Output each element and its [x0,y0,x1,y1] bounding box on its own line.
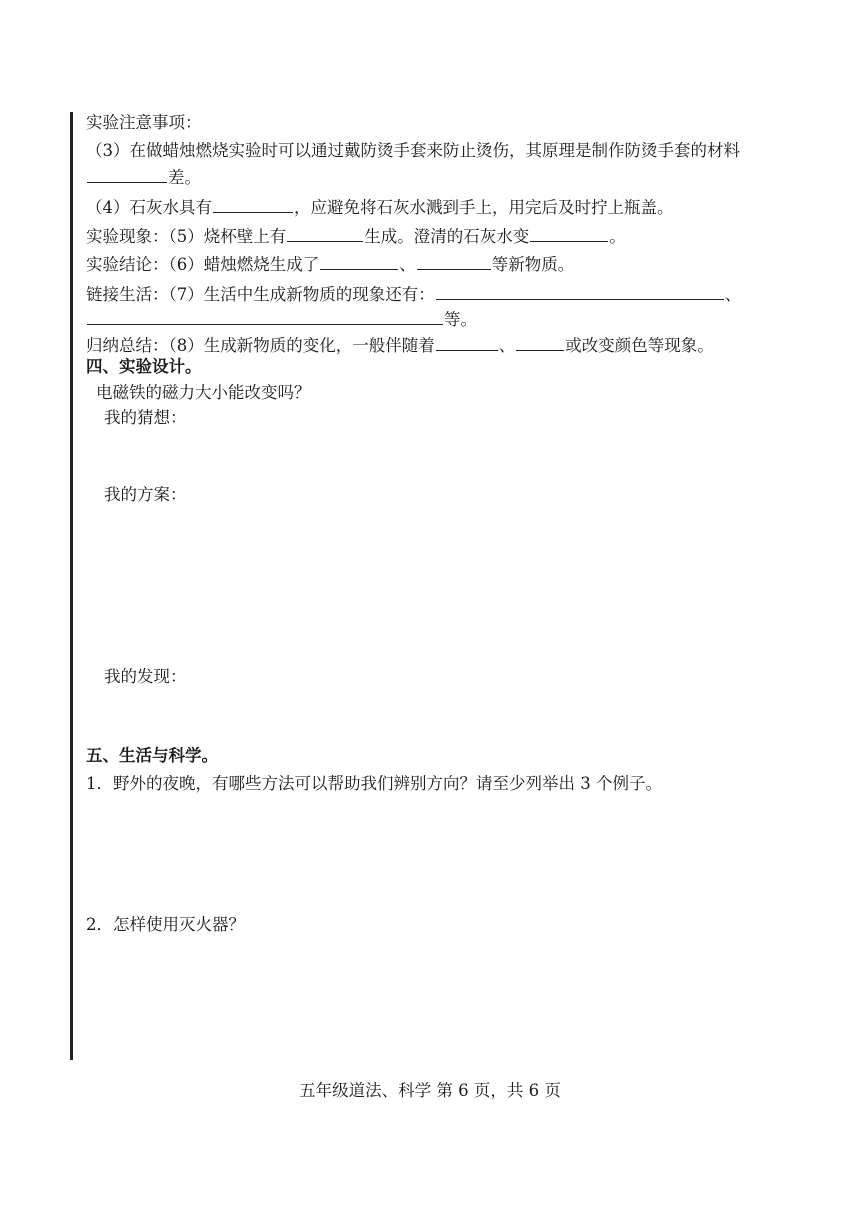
question-4-pre: （4）石灰水具有 [86,198,212,217]
page-footer: 五年级道法、科学 第 6 页，共 6 页 [299,1081,561,1100]
answer-blank[interactable] [87,308,443,325]
question-6-mid: 、 [399,255,416,274]
answer-blank[interactable] [213,196,293,213]
question-5-pre: 实验现象：（5）烧杯壁上有 [86,227,287,246]
question-8-post: 或改变颜色等现象。 [565,336,714,355]
question-3 [86,140,740,162]
question-7-pre: 链接生活：（7）生活中生成新物质的现象还有： [86,285,435,304]
question-3-text: （3）在做蜡烛燃烧实验时可以通过戴防烫手套来防止烫伤，其原理是制作防烫手套的材料 [86,141,740,160]
question-7-post: 等。 [444,310,477,329]
my-plan-label: 我的方案： [104,485,187,504]
question-6-post: 等新物质。 [491,255,575,274]
answer-blank[interactable] [516,334,564,351]
question-6-pre: 实验结论：（6）蜡烛燃烧生成了 [86,255,320,274]
question-4 [86,196,674,219]
question-5-post: 。 [609,227,626,246]
question-7-continued [86,308,477,331]
question-8-pre: 归纳总结：（8）生成新物质的变化，一般伴随着 [86,336,435,355]
answer-blank[interactable] [436,283,724,300]
question-8-mid: 、 [498,336,516,355]
section-5-title: 五、生活与科学。 [86,746,218,765]
answer-blank[interactable] [287,225,363,242]
question-7-mid: 、 [724,285,742,304]
section-4-question: 电磁铁的磁力大小能改变吗？ [96,383,311,402]
answer-blank[interactable] [417,253,491,270]
question-5 [86,225,626,248]
question-8 [86,334,714,357]
question-3-tail: 差。 [168,168,201,187]
question-5-mid: 生成。澄清的石灰水变 [364,227,530,246]
question-3-continued [86,166,201,189]
binding-margin-line [70,112,73,1060]
notes-heading: 实验注意事项： [86,113,202,132]
section-5-question-2: 2．怎样使用灭火器？ [86,915,245,934]
my-finding-label: 我的发现： [104,667,187,686]
question-7 [86,283,741,306]
question-6 [86,253,574,276]
answer-blank[interactable] [436,334,498,351]
answer-blank[interactable] [530,225,608,242]
question-4-post: ，应避免将石灰水溅到手上，用完后及时拧上瓶盖。 [294,198,674,217]
section-4-title: 四、实验设计。 [86,357,202,376]
answer-blank[interactable] [320,253,398,270]
section-5-question-1: 1．野外的夜晚，有哪些方法可以帮助我们辨别方向？请至少列举出 3 个例子。 [86,774,662,793]
my-guess-label: 我的猜想： [104,408,187,427]
answer-blank[interactable] [87,166,167,183]
